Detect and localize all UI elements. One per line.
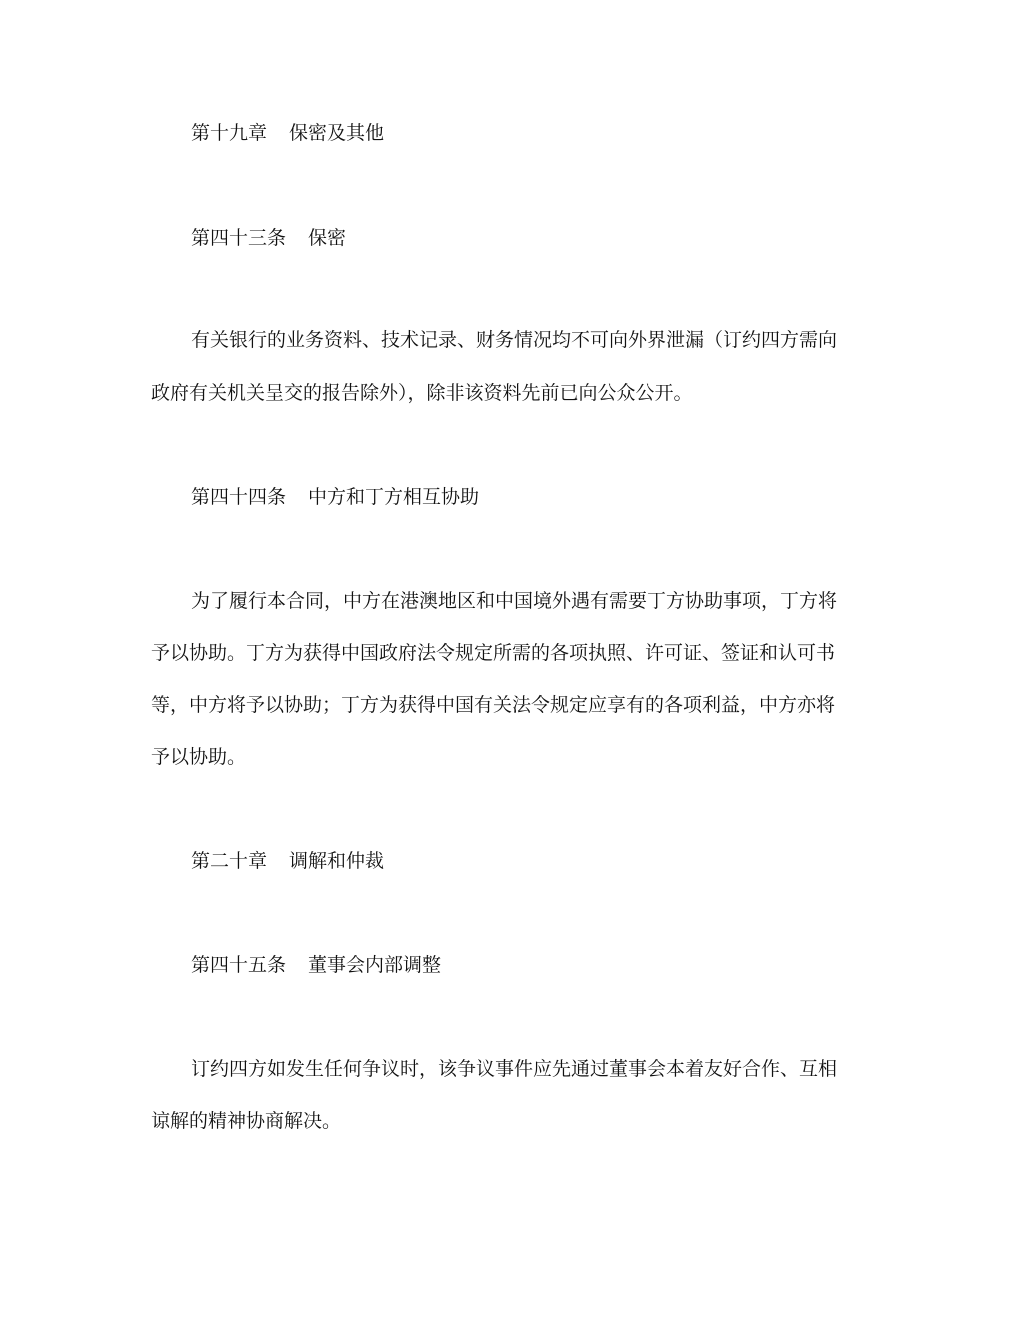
article-title: 中方和丁方相互协助 (308, 486, 480, 508)
article-45-heading (191, 952, 441, 978)
article-44-paragraph-line: 予以协助。丁方为获得中国政府法令规定所需的各项执照、许可证、签证和认可书 (151, 642, 836, 664)
chapter-number: 第十九章 (191, 122, 268, 144)
chapter-number: 第二十章 (191, 850, 268, 872)
article-title: 董事会内部调整 (308, 954, 442, 976)
article-number: 第四十三条 (191, 227, 287, 249)
article-number: 第四十四条 (191, 486, 287, 508)
chapter-title: 保密及其他 (289, 122, 385, 144)
article-43-paragraph-line: 政府有关机关呈交的报告除外），除非该资料先前已向公众公开。 (151, 382, 693, 404)
article-45-paragraph-line: 谅解的精神协商解决。 (151, 1110, 342, 1132)
article-number: 第四十五条 (191, 954, 287, 976)
chapter-title: 调解和仲裁 (289, 850, 385, 872)
article-title: 保密 (308, 227, 347, 249)
article-45-paragraph-line: 订约四方如发生任何争议时，该争议事件应先通过董事会本着友好合作、互相 (191, 1058, 838, 1080)
chapter-20-heading (191, 848, 384, 874)
article-44-heading (191, 484, 479, 510)
article-43-paragraph-line: 有关银行的业务资料、技术记录、财务情况均不可向外界泄漏（订约四方需向 (191, 329, 838, 351)
article-44-paragraph-line: 等，中方将予以协助；丁方为获得中国有关法令规定应享有的各项利益，中方亦将 (151, 694, 836, 716)
article-43-heading (191, 225, 346, 251)
article-44-paragraph-line: 予以协助。 (151, 746, 247, 768)
chapter-19-heading (191, 120, 384, 146)
article-44-paragraph-line: 为了履行本合同，中方在港澳地区和中国境外遇有需要丁方协助事项，丁方将 (191, 590, 838, 612)
